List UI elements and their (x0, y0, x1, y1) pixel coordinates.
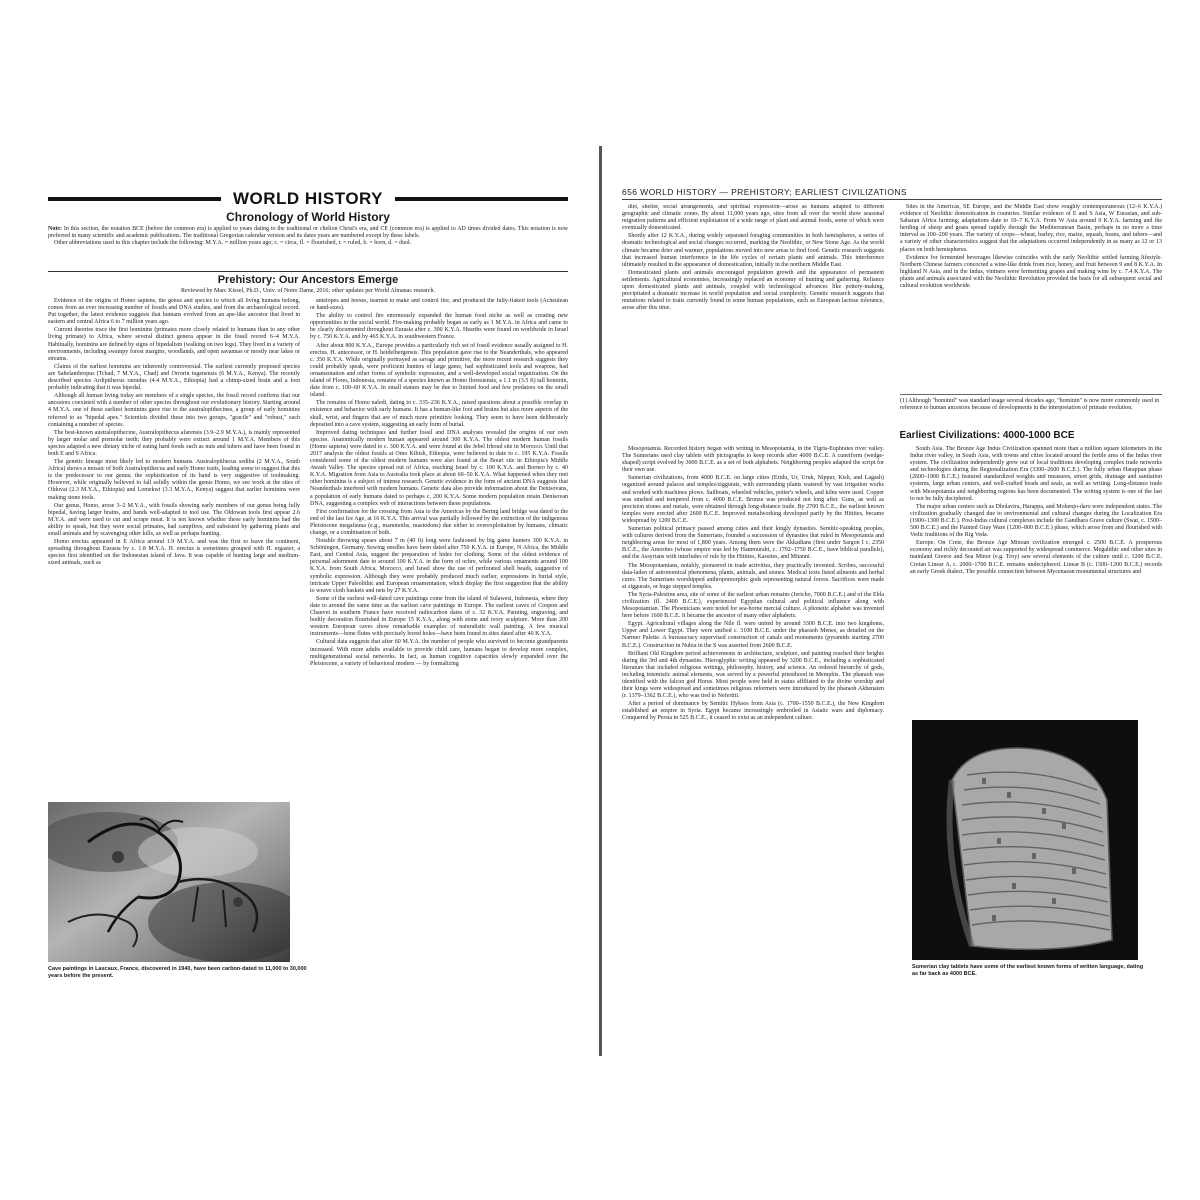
paragraph: The genetic lineage most likely led to modern humans. Australopithecus sediba (2 M.Y.A., South Africa) shows a mosaic of both Australopithecus and early Homo traits, leading some to suggest that this is the predecessor to our genus; the sophistication of its hand is very suggestive of toolmaking. However, while originally believed to fall solidly within the genus Homo, we see work at the sites of Olduvai (2.3 M.Y.A., Ethiopia) and Lomekwi (3.3 M.Y.A., Kenya) suggest that earlier hominins were making stone tools. (48, 459, 300, 501)
clay-tablet-photo (912, 720, 1138, 960)
paragraph: Evidence of the origins of Homo sapiens, the genus and species to which all living humans belong, comes from an ever increasing number of fossils and DNA studies, and from the archaeological record. Put together, the latest evidence suggests that humans evolved from an ape-like ancestor that lived in eastern and central Africa 6 to 7 million years ago. (48, 298, 300, 326)
abbrev-text: Other abbreviations used in this chapter include the following: M.Y.A. = million years ago; c. = circa, fl. = flourished, r. = ruled, b. = born, d. = died. (54, 240, 411, 246)
paragraph: Sites in the Americas, SE Europe, and the Middle East show roughly contemporaneous (12–6 K.Y.A.) evidence of Neolithic domestication in countries. Similar evidence of E and S Asia, W Eurasian, and sub-Saharan Africa farming; adaptations date to 10–7 K.Y.A. From W Asia around 9 K.Y.A. farming and the herding of sheep and goats spread rapidly through the Mediterranean Basin, perhaps in no more a time interval as 100–200 years. The variety of crops—wheat, barley, rice, maize, squash, beans, and tubers—and a variety of other characteristics suggest that the adaptations occurred independently in as many as 12 or 13 places on both hemispheres. (900, 204, 1162, 253)
paragraph: Homo erectus appeared in E Africa around 1.9 M.Y.A. and was the first to leave the continent, spreading throughout Eurasia by c. 1.8 M.Y.A. H. erectus is sometimes grouped with H. ergaster, a species first identified on the Indonesian island of Java. It was capable of hunting large and medium-sized animals, such as (48, 539, 300, 567)
book-gutter (599, 146, 602, 1056)
paragraph: Although all human living today are members of a single species, the fossil record confirms that our ancestors coexisted with a number of other species throughout our evolutionary history. Starting around 4 M.Y.A. one of these earliest hominins gave rise to the australopithecines, a group of early hominins referred to as "bipedal apes." Scientists divided these into two groups, "gracile" and "robust," each containing a number of species. (48, 393, 300, 428)
paragraph: Domesticated plants and animals encouraged population growth and the appearance of permanent settlements. Agricultural economies, increasingly replaced an economy of hunting and gathering. Reliance upon domesticated plants and animals, coupled with technological advances like pottery-making, precipitated a dramatic increase in world population and social complexity. Genetic research suggests that mutations related to traits currently found in some human populations, such as European lactose tolerance, arose after this time. (622, 269, 884, 312)
paragraph: Shortly after 12 K.Y.A., during widely separated foraging communities in both hemispheres, a series of dramatic technological and social changes occurred, marking the Neolithic, or New Stone Age. As the world climate became drier and warmer, populations moved into new areas to find food. Genetic research suggests that increased human interference in the life cycles of certain plants and animals. This interference ultimately resulted in the appearance of domestication, initially in the northern Middle East. (622, 233, 884, 268)
footnote: (1) Although "hominid" was standard usage several decades ago, "hominin" is now more commonly used in reference to human ancestors because of developments in the interpretation of primate evolution. (900, 398, 1160, 411)
note-block (48, 226, 568, 247)
running-head-rule (622, 199, 1162, 200)
byline: Reviewed by Marc Kissel, Ph.D., Univ. of Notre Dame, 2016; other updates per World Almanac research. (181, 288, 435, 294)
note-text: In this section, the notation BCE (before the common era) is applied to years dating to the traditional or chelion Christ's era, and CE (common era) is applied to AD times divided dates. This notation is now preferred in many scientific and academic publications. The traditional Gregorian calendar version and its dates years are numbered except by these labels. (48, 226, 569, 239)
left-column-1 (48, 298, 300, 798)
paragraph: The remains of Homo naledi, dating to c. 335–236 K.Y.A., raised questions about a possible overlap in existence and behavior with early humans. It has a human-like foot and brains but also more aspects of the skull, wrist, and fingers that are of much more primitive looking. They seem to have been deliberately deposited into a cave system, suggesting an early form of burial. (310, 400, 568, 428)
running-head: 656 WORLD HISTORY — PREHISTORY; EARLIEST CIVILIZATIONS (622, 187, 907, 197)
title-rule-right (395, 197, 568, 201)
cave-painting-image (48, 802, 290, 962)
paragraph: Evidence for fermented beverages likewise coincides with the early Neolithic settled farming lifestyle. Northern Chinese farmers concocted a wine-like drink from rice, honey, and fruit between 9 and 8 K.Y.A. In highland N Asia, and in the Indus, vintners were fermenting grapes and making wine by c. 7.4 K.Y.A. The plants and animals associated with the Neolithic Revolution provided the basis for all subsequent social and cultural evolution worldwide. (900, 254, 1162, 290)
section-rule-top (48, 271, 568, 272)
paragraph: Sumerian political primacy passed among cities and their kingly dynasties. Semitic-speaking peoples, with cultures derived from the Sumerians, founded a succession of dynasties that ruled in Mesopotamia and neighboring areas for most of 1,800 years. Among them were the Akkadians (first under Sargon I c. 2350 B.C.E., the Amorites (whose empire was led by Hammurabi, c. 1792–1750 B.C.E., have biblical parallels), and the Assyrians with interludes of rule by the Hittites, Kassites, and Mitanni. (622, 526, 884, 561)
right-column-d (910, 446, 1162, 716)
paragraph: Our genus, Homo, arose 3–2 M.Y.A., with fossils showing early members of our genus being fully bipedal, having larger brains, and hands well-adapted to tool use. The Oldowan tools first appear 2.6 M.Y.A. and were used to cut and scrape meat. It is not known whether these early hominins had the ability to speak, but they were social primates, had campfires, and subsisted by gathering plants and small animals and by scavenging other kills, as well as perhaps hunting. (48, 502, 300, 537)
page-title: WORLD HISTORY (232, 189, 384, 208)
paragraph: diet, shelter, social arrangements, and spiritual expression—arose as humans adapted to different geographic and climatic zones. By about 11,000 years ago, sites from all over the world show seasonal migration patterns and efficient exploitation of a wide range of plant and animal foods, some of which were eventually domesticated. (622, 204, 884, 232)
clay-tablet-image (912, 720, 1138, 960)
paragraph: After a period of dominance by Semitic Hyksos from Asia (c. 1700–1550 B.C.E.), the New Kingdom established an empire in Syria. Egypt became increasingly embroiled in Asiatic wars and diplomacy. Conquered by Persia in 525 B.C.E., it ceased to exist as an independent culture. (622, 701, 884, 722)
paragraph: The ability to control fire enormously expanded the human food niche as well as creating new opportunities in the social world. Fire-making probably began as early as 1 M.Y.A. in Africa and came to be clearly documented throughout Eurasia after c. 300 K.Y.A. Hearths were found on worldwide in Israel by c. 750 K.Y.A. and by 465 K.Y.A. in southwestern France. (310, 313, 568, 341)
paragraph: Claims of the earliest hominins are inherently controversial. The earliest currently proposed species are Sahelanthropus (Tchad, 7 M.Y.A., Chad) and Orrorin tugenensis (6 M.Y.A., Kenya). The recently described species Ardipithecus ramidus (4.4 M.Y.A., Ethiopia) had a chimp-sized brain and a foot probably indicating that it was bipedal. (48, 363, 300, 392)
page-subtitle: Chronology of World History (226, 210, 390, 224)
paragraph: Some of the earliest well-dated cave paintings come from the island of Sulawesi, Indonesia, where they date to around the same time as the earliest cave paintings in Europe. The earliest caves of Coupon and Chauvet in southern France have received radiocarbon dates of c. 32 K.Y.A. Painting, engraving, and bodily decoration flourished in Europe 15 K.Y.A., along with stone and ivory sculpture. More than 200 western European caves show remarkable examples of naturalistic wall painting. A few musical instruments—bone flutes with precisely bored holes—have been found in sites dated after 40 K.Y.A. (310, 595, 568, 638)
right-column-b (900, 204, 1162, 392)
title-rule-left (48, 197, 221, 201)
paragraph: Improved dating techniques and further fossil and DNA analyses revealed the origins of our own species. Anatomically modern human appeared around 300 K.Y.A. The oldest modern human fossils (Homo sapiens) were dated to c. 300 K.Y.A. and were found at the Jebel Irhoud site in Morocco. Until that 2017 analysis the oldest fossils at Omo Kibish, Ethiopia, were believed to date to c. 195 K.Y.A. Fossils considered some of the oldest modern humans were also found at the Bouri site in Ethiopia's Middle Awash Valley. The species spread out of Africa, reaching Israel by c. 100 K.Y.A. and Borneo by c. 40 K.Y.A. Migration from Asia to Australia took place at about 60–50 K.Y.A. What happened when they met other hominins is a subject of intense research. Genetic evidence in the form of ancient DNA suggests that Neanderthals interbred with modern humans. Genetic data also provide information about the Denisovans, a population of early humans dated to perhaps c. 200 K.Y.A. Some modern population retain Denisovan DNA, suggesting a complex web of interactions between these populations. (310, 429, 568, 507)
section-heading: Prehistory: Our Ancestors Emerge (217, 274, 399, 286)
title-row (48, 188, 568, 210)
right-column-a (622, 204, 884, 434)
cave-painting-photo (48, 802, 290, 962)
paragraph: antelopes and horses, learned to make and control fire, and produced the fully-flaked tools (Acheulean or hand-axes). (310, 298, 568, 312)
right-page (612, 170, 1174, 1055)
paragraph: The best-known australopithecine, Australopithecus afarensis (3.9–2.9 M.Y.A.), is mainly represented by larger molar and premolar teeth; they probably were extinct around 1 M.Y.A. Members of this species adapted a new dietary niche of eating hard foods such as nuts and tubers and have been found in both E and S Africa. (48, 429, 300, 457)
paragraph: Mesopotamia. Recorded history began with writing in Mesopotamia, in the Tigris-Euphrates river valley. The Sumerians used clay tablets with pictographs to keep records after 4000 B.C.E. A cuneiform (wedge-shaped) script evolved by 3000 B.C.E. as a set of both alphabets. Neighboring peoples adapted the script for their own use. (622, 446, 884, 474)
footnote-rule (900, 394, 1162, 395)
paragraph: First confirmation for the crossing from Asia to the Americas by the Bering land bridge was dated to the end of the last Ice Age, at 16 K.Y.A. This arrival was partially followed by the extinction of the indigenous Pleistocene megafauna (e.g., mammoths, mastodons) due either to overexploitation by humans, climatic change, or a combination of both. (310, 508, 568, 536)
cave-painting-caption: Cave paintings in Lascaux, France, discovered in 1940, have been carbon-dated to 11,000 to 30,000 years before the present. (48, 966, 307, 979)
paragraph: Europe. On Crete, the Bronze Age Minoan civilization emerged c. 2500 B.C.E. A prosperous economy and richly decorated art was supported by widespread commerce. Megalithic and other sites in mainland Greece and Sea Minor (e.g. Troy) saw several elements of the culture until c. 1200 B.C.E. Cretan Linear A, c. 2000–1700 B.C.E. remains undeciphered. Linear B (c. 1500–1200 B.C.E.) records an early Greek dialect. The possible connection between Mycenaean monumental structures and (910, 540, 1162, 575)
paragraph: South Asia. The Bronze Age Indus Civilization spanned more than a million square kilometers in the Indus river valley, in South Asia, with towns and cities located around the fertile area of the Indus river system. The civilization independently grew out of local traditions developing complex trade networks and technologies during the Regionalization Era (3300–2600 B.C.E.). The fully urban Harappan phase (2600–1900 B.C.E.) featured standardized weights and measures, street grids, drainage and sanitation systems, large urban centers, and well-crafted beads and seals, as well as writing. Long-distance trade with Mesopotamia and neighboring regions has been documented. The writing system is one of the last to not be fully deciphered. (910, 446, 1162, 502)
left-column-2 (310, 298, 568, 988)
left-page (28, 170, 588, 1055)
paragraph: Brilliant Old Kingdom period achievements in architecture, sculpture, and painting reached their heights during the 3rd and 4th dynasties. Hieroglyphic writing appeared by 3200 B.C.E., including a sophisticated literature that included religious writings, philosophy, history, and science. An ordered hierarchy of gods, including totemistic animal elements, was served by a powerful priesthood in Memphis. The pharaoh was identified with the falcon god Horus. Most people were held in status affiliated to the divine worship and their kings were widespread and sometimes religious reformers were introduced by the pharaoh Akhenaten (r. 1379–1362 B.C.E.), who was tied to Nefertiti. (622, 650, 884, 700)
paragraph: Sumerian civilizations, from 4000 B.C.E. on large cities (Eridu, Ur, Uruk, Nippur, Kish, and Lagash) organized around palaces and temples/ziggurats, with surrounding plants watered by vast irrigation works and worked with machines plows. Sailboats, wheeled vehicles, potter's wheels, and kilns were used. Copper was smelted and tempered from c. 4000 B.C.E. Bronze was produced not long after. Guns, as well as precision stones and metals, were obtained through long-distance trade. By 2700 B.C.E., the earliest known temples were erected after 2600 B.C.E. Improved metalworking developed partly by the Hittites, became widespread by 1200 B.C.E. (622, 475, 884, 524)
note-label: Note: (48, 226, 62, 232)
paragraph: The Syria-Palestine area, site of some of the earliest urban remains (Jericho, 7000 B.C.E.) and of the Ebla civilization (fl. 2400 B.C.E.), experienced Egyptian cultural and political influence along with Mesopotamian. The Phoenicians were noted for sea-borne mercial culture. A phonetic alphabet was invented here before 1600 B.C.E. It became the ancestor of many other alphabets. (622, 591, 884, 620)
paragraph: Egypt. Agricultural villages along the Nile fl. were united by around 3300 B.C.E. into two kingdoms, Upper and Lower Egypt. They were unified c. 3100 B.C.E. under the pharaoh Menes, as detailed on the Narmer Palette. A bureaucracy supervised construction of canals and monuments (pyramids starting 2700 B.C.E.). Construction in Nubia in the S was asserted from 2600 B.C.E. (622, 621, 884, 649)
clay-tablet-caption: Sumerian clay tablets have some of the earliest known forms of written language, dating as far back as 4000 BCE. (912, 964, 1144, 977)
right-column-c (622, 446, 884, 1016)
paragraph: Current theories trace the first hominins (primates more closely related to humans than to any other living primate) to Africa, where several distinct genera appear in the fossil record 6–4 M.Y.A. Habitually, hominins are defined by signs of bipedalism (walking on two legs). They lived in a variety of environments, including swampy forest margins, woodlands, and open savannas or mostly near lakes or streams. (48, 327, 300, 362)
paragraph: The Mesopotamians, notably, pioneered in trade activities, they practically invented. Scribes, successful data-laden of astronomical phenomena, plants, animals, and stones. Medical texts listed ailments and herbal cures. The Sumerians worshipped anthropomorphic gods representing natural forces. Sacrifices were made at ziggurats, or huge stepped temples. (622, 562, 884, 590)
paragraph: Notable throwing spears about 7 m (40 ft) long were fashioned by big game hunters 300 K.Y.A. in Schöningen, Germany. Sewing needles have been dated after 750 K.Y.A. in Europe, N Africa, the Middle East, and Central Asia, suggest the preparation of hides for clothing. Some of the oldest evidence of personal adornment date to around 100 K.Y.A. in the form of ochre, while various ornaments around 100 K.Y.A. from South Africa, Morocco, and Israel show the use of perforated shell beads, suggestive of symbolic expression. Although they were probably produced much earlier, expressions in burial style, intricate Upper Paleolithic and European ornamentation, which display the first suggestion that the ability to weave cloth baskets and nets by 27 K.Y.A. (310, 538, 568, 594)
paragraph: Cultural data suggests that after 60 M.Y.A. the number of people who survived to become grandparents increased. With more adults available to provide child care, humans began to develop more complex, multigenerational social networks. In fact, as human cognitive capacities slowly expanded over the Pleistocene, a variety of behavioral modern — by formalizing (310, 639, 568, 667)
paragraph: The major urban centers such as Dholavira, Harappa, and Mohenjo-daro were independent states. The civilization gradually changed due to environmental and cultural changes during the Localization Era (1900–1300 B.C.E.). Post-Indus cultural complexes include the Gandhara Grave culture (Swat, c. 1500–500 B.C.E.) and the Painted Gray Ware (1200–800 B.C.E.) phase, which arose from and flourished with Vedic traditions of the Rig Veda. (910, 503, 1162, 539)
era-heading: Earliest Civilizations: 4000-1000 BCE (899, 430, 1075, 441)
paragraph: After about 800 K.Y.A., Europe provides a particularly rich set of fossil evidence usually assigned to H. erectus. H. antecessor, or H. heidelbergensis. This population gave rise to the Neanderthals, who appeared c. 350 K.Y.A. While originally portrayed as savage and primitive, the more recent research suggests they could probably speak, were proficient hunters of large game, had sophisticated tools and weapons, had ornamentation and other forms of symbolic expression, and a well-developed social organization. On the island of Flores, Indonesia, remains of a species known as Homo floresiensis, a 1.1 m (3.5 ft) tall hominin, date from c. 100–60 K.Y.A. In small statues may be due to limited food and few predators on the small island. (310, 342, 568, 399)
